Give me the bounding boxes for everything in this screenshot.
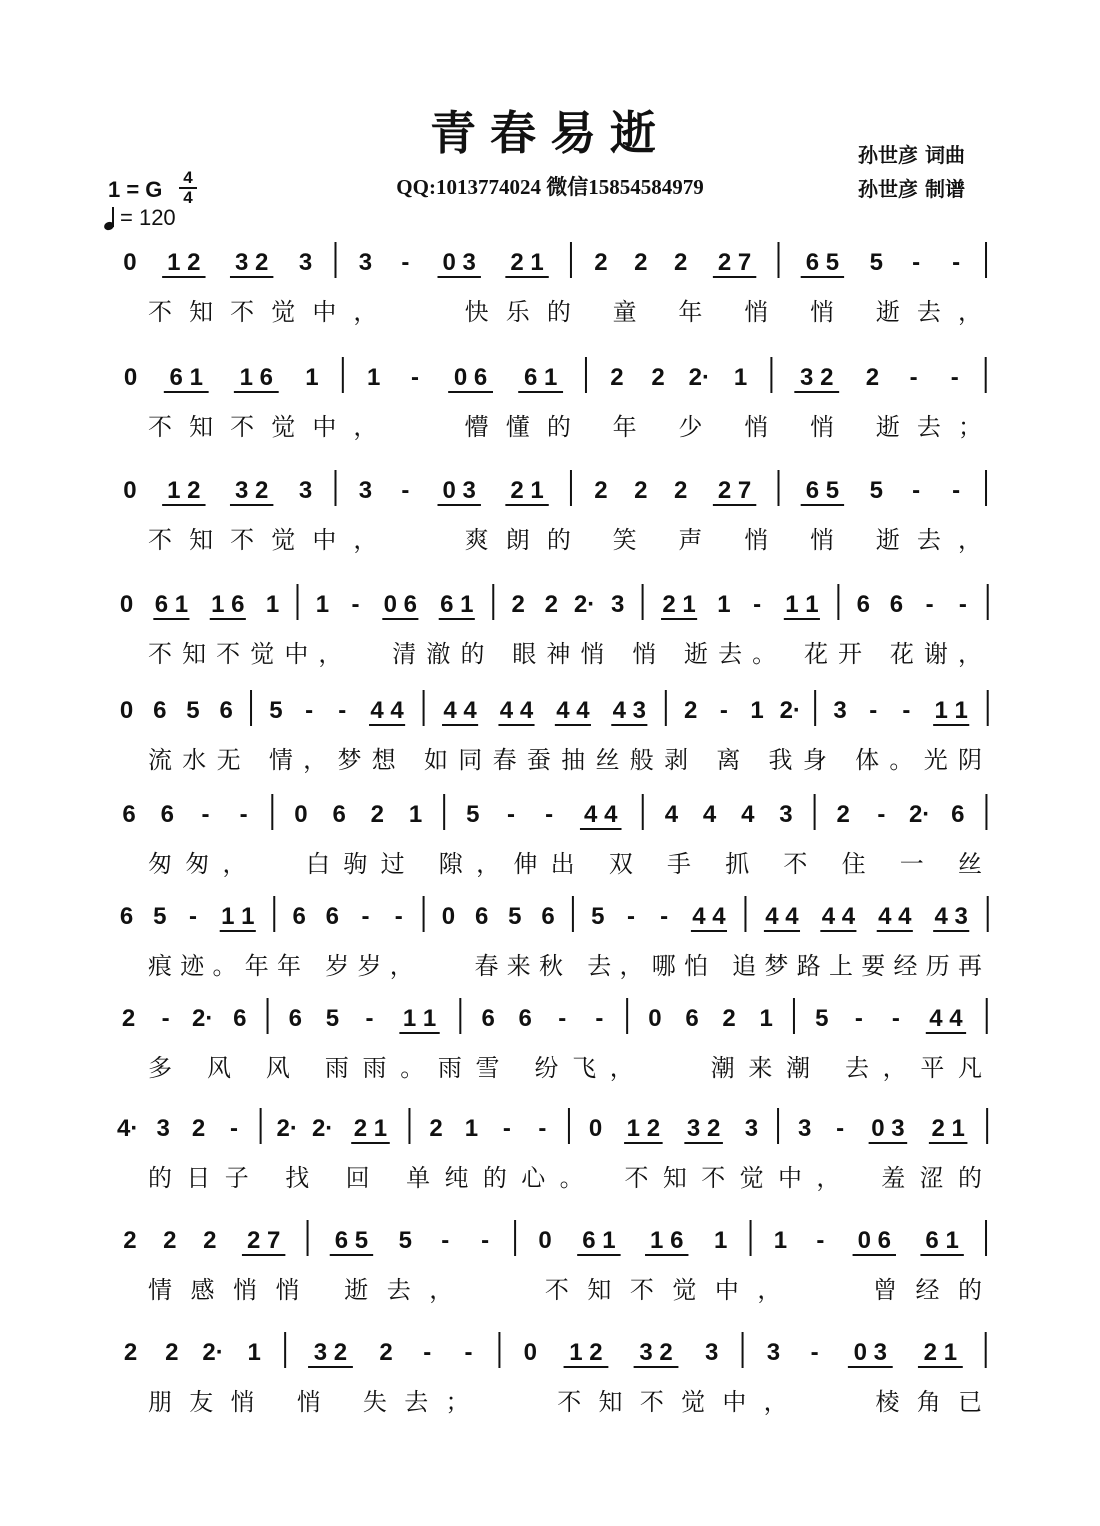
note-group: 1 2 (569, 1339, 603, 1366)
note-group: 2 (684, 697, 698, 724)
note-group: 6 (474, 903, 489, 930)
note-group: 3 (833, 697, 847, 724)
note-group: 0 (123, 364, 138, 391)
note-group: 1 (408, 801, 423, 828)
note-group: 3 2 (313, 1339, 348, 1366)
dash-mark: - (952, 249, 961, 276)
dash-mark: - (230, 1115, 239, 1142)
dash-mark: - (810, 1339, 819, 1366)
note-group: 1 1 (402, 1005, 437, 1032)
note-group: 4 4 (499, 697, 534, 724)
note-group: 2 (123, 1339, 138, 1366)
note-group: 3 2 (639, 1339, 673, 1366)
dash-mark: - (401, 249, 410, 276)
note-group: 2 (121, 1005, 136, 1032)
lyrics-line: 不知不觉中， 清澈的 眼神悄 悄 逝去。 花开 花谢， (148, 640, 983, 668)
note-group: 2 1 (931, 1115, 965, 1142)
note-group: 3 (611, 591, 625, 618)
lyrics-line: 匆匆， 白驹过 隙，伸出 双 手 抓 不 住 一 丝 (148, 850, 983, 878)
note-group: 1 6 (650, 1227, 684, 1254)
note-group: 1 (305, 364, 319, 391)
dash-mark: - (912, 249, 921, 276)
dash-mark: - (891, 1005, 900, 1032)
note-group: 1 1 (934, 697, 968, 724)
note-group: 6 (332, 801, 346, 828)
note-group: 3 (298, 477, 313, 504)
note-group: 2 1 (510, 249, 544, 276)
note-group: 3 2 (234, 477, 269, 504)
dash-mark: - (502, 1115, 511, 1142)
note-group: 2 (865, 364, 880, 391)
note-group: 6 1 (925, 1227, 959, 1254)
note-group: 6 (219, 697, 233, 724)
note-group: 6 1 (169, 364, 203, 391)
dash-mark: - (912, 477, 921, 504)
lyricist-composer-credit: 孙世彦 词曲 (858, 143, 965, 167)
note-group: 1 6 (239, 364, 273, 391)
note-group: 6 (160, 801, 174, 828)
note-group: 4 4 (821, 903, 856, 930)
note-group: 1 2 (626, 1115, 661, 1142)
note-group: 2 (379, 1339, 393, 1366)
note-group: 2 (594, 249, 608, 276)
note-group: 3 (704, 1339, 719, 1366)
note-group: 6 1 (582, 1227, 616, 1254)
note-group: 6 5 (805, 477, 840, 504)
note-group: 6 5 (805, 249, 840, 276)
note-group: 6 (541, 903, 555, 930)
note-group: 5 (398, 1227, 413, 1254)
note-group: 2 (544, 591, 559, 618)
lyrics-line: 流水无 情，梦想 如同春蚕抽丝般剥 离 我身 体。光阴 (148, 746, 982, 774)
note-group: 4 4 (443, 697, 477, 724)
note-group: 1 (717, 591, 731, 618)
note-group: 3 (779, 801, 793, 828)
dash-mark: - (401, 477, 410, 504)
note-group: 1 2 (167, 477, 201, 504)
note-group: 6 (292, 903, 306, 930)
note-group: 0 3 (442, 249, 476, 276)
note-group: 2 1 (353, 1115, 388, 1142)
note-group: 2 (511, 591, 525, 618)
note-group: 0 3 (442, 477, 476, 504)
dash-mark: - (909, 364, 918, 391)
lyrics-line: 不知不觉中， 快乐的 童 年 悄 悄 逝去， (148, 298, 982, 326)
note-group: 5 (186, 697, 200, 724)
note-group: 2· (311, 1115, 334, 1142)
note-group: 1 (733, 364, 748, 391)
note-group: 2 (836, 801, 850, 828)
note-group: 0 3 (853, 1339, 887, 1366)
note-group: 1 (247, 1339, 261, 1366)
note-group: 2 (674, 477, 688, 504)
note-group: 2 7 (717, 249, 752, 276)
note-group: 2 (674, 249, 688, 276)
note-group: 4 3 (612, 697, 647, 724)
contact-info: QQ:1013774024 微信15854584979 (396, 175, 704, 199)
note-group: 0 (119, 697, 134, 724)
lyrics-line: 痕迹。年年 岁岁， 春来秋 去，哪怕 追梦路上要经历再 (148, 952, 982, 980)
note-group: 2 (191, 1115, 206, 1142)
dash-mark: - (558, 1005, 567, 1032)
dash-mark: - (361, 903, 370, 930)
lyrics-line: 多 风 风 雨雨。雨雪 纷飞， 潮来潮 去，平凡 (148, 1054, 982, 1082)
dash-mark: - (351, 591, 360, 618)
dash-mark: - (441, 1227, 450, 1254)
dash-mark: - (464, 1339, 473, 1366)
note-group: 4 4 (765, 903, 799, 930)
lyrics-line: 不知不觉中， 懵懂的 年 少 悄 悄 逝去； (148, 413, 982, 441)
note-group: 1 (464, 1115, 479, 1142)
arranger-credit: 孙世彦 制谱 (858, 177, 965, 201)
dash-mark: - (952, 477, 961, 504)
note-group: 2· (276, 1115, 298, 1142)
note-group: 5 (591, 903, 605, 930)
note-group: 6 (856, 591, 870, 618)
dash-mark: - (958, 591, 967, 618)
note-group: 5 (325, 1005, 340, 1032)
dash-mark: - (816, 1227, 825, 1254)
dash-mark: - (161, 1005, 170, 1032)
note-group: 2 (163, 1227, 177, 1254)
note-group: 6 (233, 1005, 247, 1032)
key-signature: 1 = G (108, 177, 163, 202)
note-group: 4 4 (370, 697, 404, 724)
dash-mark: - (595, 1005, 604, 1032)
note-group: 4 4 (929, 1005, 963, 1032)
dash-mark: - (877, 801, 886, 828)
note-group: 5 (153, 903, 167, 930)
note-group: 1 (759, 1005, 773, 1032)
note-group: 1 (265, 591, 280, 618)
dash-mark: - (188, 903, 197, 930)
dash-mark: - (394, 903, 403, 930)
note-group: 3 (156, 1115, 170, 1142)
dash-mark: - (950, 364, 959, 391)
dash-mark: - (365, 1005, 374, 1032)
note-group: 2· (202, 1339, 224, 1366)
note-group: 2 (594, 477, 608, 504)
note-group: 0 (441, 903, 456, 930)
note-group: 5 (466, 801, 480, 828)
dash-mark: - (836, 1115, 845, 1142)
note-group: 3 2 (686, 1115, 721, 1142)
dash-mark: - (239, 801, 248, 828)
note-group: 0 6 (383, 591, 418, 618)
note-group: 6 (481, 1005, 495, 1032)
dash-mark: - (423, 1339, 432, 1366)
note-group: 2 (370, 801, 385, 828)
lyrics-line: 不知不觉中， 爽朗的 笑 声 悄 悄 逝去， (148, 526, 982, 554)
note-group: 4 4 (692, 903, 726, 930)
note-group: 4 (664, 801, 679, 828)
dash-mark: - (545, 801, 554, 828)
note-group: 3 (358, 249, 373, 276)
note-group: 2 (429, 1115, 443, 1142)
note-group: 2 (203, 1227, 217, 1254)
note-group: 3 (797, 1115, 812, 1142)
note-group: 2· (688, 364, 710, 391)
time-signature-bottom: 4 (183, 188, 193, 207)
note-group: 2 7 (246, 1227, 281, 1254)
note-group: 6 (288, 1005, 303, 1032)
dash-mark: - (660, 903, 669, 930)
note-group: 2· (908, 801, 931, 828)
note-group: 2 (165, 1339, 179, 1366)
dash-mark: - (719, 697, 728, 724)
note-group: 2 (634, 249, 648, 276)
note-group: 2· (779, 697, 801, 724)
note-group: 3 (298, 249, 313, 276)
note-group: 3 (766, 1339, 781, 1366)
note-group: 6 5 (334, 1227, 369, 1254)
note-group: 5 (869, 249, 883, 276)
note-group: 6 (889, 591, 904, 618)
note-group: 1 1 (221, 903, 255, 930)
dash-mark: - (854, 1005, 863, 1032)
dash-mark: - (925, 591, 934, 618)
note-group: 4 (702, 801, 717, 828)
note-group: 4 3 (934, 903, 968, 930)
note-group: 1 (367, 364, 381, 391)
note-group: 2 1 (662, 591, 696, 618)
note-group: 6 1 (154, 591, 189, 618)
note-group: 2 1 (923, 1339, 958, 1366)
note-group: 3 (744, 1115, 759, 1142)
note-group: 6 (122, 801, 136, 828)
note-group: 0 (538, 1227, 552, 1254)
dash-mark: - (538, 1115, 547, 1142)
note-group: 4 4 (556, 697, 590, 724)
note-group: 1 (315, 591, 330, 618)
note-group: 0 (294, 801, 308, 828)
note-group: 2 1 (510, 477, 544, 504)
dash-mark: - (506, 801, 515, 828)
dash-mark: - (626, 903, 635, 930)
note-group: 6 (518, 1005, 532, 1032)
note-group: 0 6 (857, 1227, 891, 1254)
note-group: 3 2 (800, 364, 834, 391)
note-group: 4 4 (878, 903, 912, 930)
song-title: 青春易逝 (430, 106, 670, 160)
note-group: 0 (123, 477, 137, 504)
note-group: 0 (523, 1339, 538, 1366)
note-group: 2 (123, 1227, 137, 1254)
note-group: 5 (869, 477, 883, 504)
note-group: 6 (951, 801, 965, 828)
note-group: 1 2 (167, 249, 201, 276)
dash-mark: - (305, 697, 314, 724)
note-group: 6 (685, 1005, 699, 1032)
note-group: 5 (269, 697, 283, 724)
time-signature-top: 4 (183, 168, 193, 187)
note-group: 4 4 (584, 801, 618, 828)
dash-mark: - (481, 1227, 490, 1254)
lyrics-line: 朋友悄 悄 失去； 不知不觉中， 棱角已 (148, 1388, 982, 1416)
note-group: 0 (588, 1115, 603, 1142)
tempo-value: = 120 (120, 205, 176, 230)
note-group: 1 (773, 1227, 788, 1254)
dash-mark: - (338, 697, 347, 724)
lyrics-line: 情感悄悄 逝去， 不知不觉中， 曾经的 (148, 1276, 983, 1304)
note-group: 1 (713, 1227, 728, 1254)
note-group: 0 (119, 591, 134, 618)
dash-mark: - (869, 697, 878, 724)
note-group: 0 (123, 249, 137, 276)
note-group: 6 (325, 903, 340, 930)
note-group: 3 (358, 477, 373, 504)
note-group: 4· (117, 1115, 139, 1142)
note-group: 6 1 (523, 364, 558, 391)
note-group: 2 (651, 364, 665, 391)
note-group: 1 (750, 697, 764, 724)
lyrics-line: 的日子 找 回 单纯的心。 不知不觉中， 羞涩的 (148, 1164, 983, 1192)
note-group: 2 (610, 364, 624, 391)
note-group: 2· (573, 591, 596, 618)
dash-mark: - (410, 364, 419, 391)
note-group: 1 6 (211, 591, 245, 618)
note-group: 1 1 (785, 591, 819, 618)
note-group: 3 2 (234, 249, 269, 276)
note-group: 0 3 (871, 1115, 905, 1142)
note-group: 6 (153, 697, 167, 724)
note-group: 5 (508, 903, 522, 930)
note-group: 5 (815, 1005, 829, 1032)
dash-mark: - (753, 591, 762, 618)
note-group: 2 (634, 477, 648, 504)
note-group: 4 (741, 801, 755, 828)
dash-mark: - (902, 697, 911, 724)
note-group: 6 1 (440, 591, 474, 618)
note-group: 2 7 (717, 477, 752, 504)
note-group: 2· (192, 1005, 214, 1032)
note-group: 0 6 (453, 364, 488, 391)
note-group: 2 (722, 1005, 736, 1032)
note-group: 0 (648, 1005, 662, 1032)
dash-mark: - (201, 801, 210, 828)
note-group: 6 (119, 903, 134, 930)
